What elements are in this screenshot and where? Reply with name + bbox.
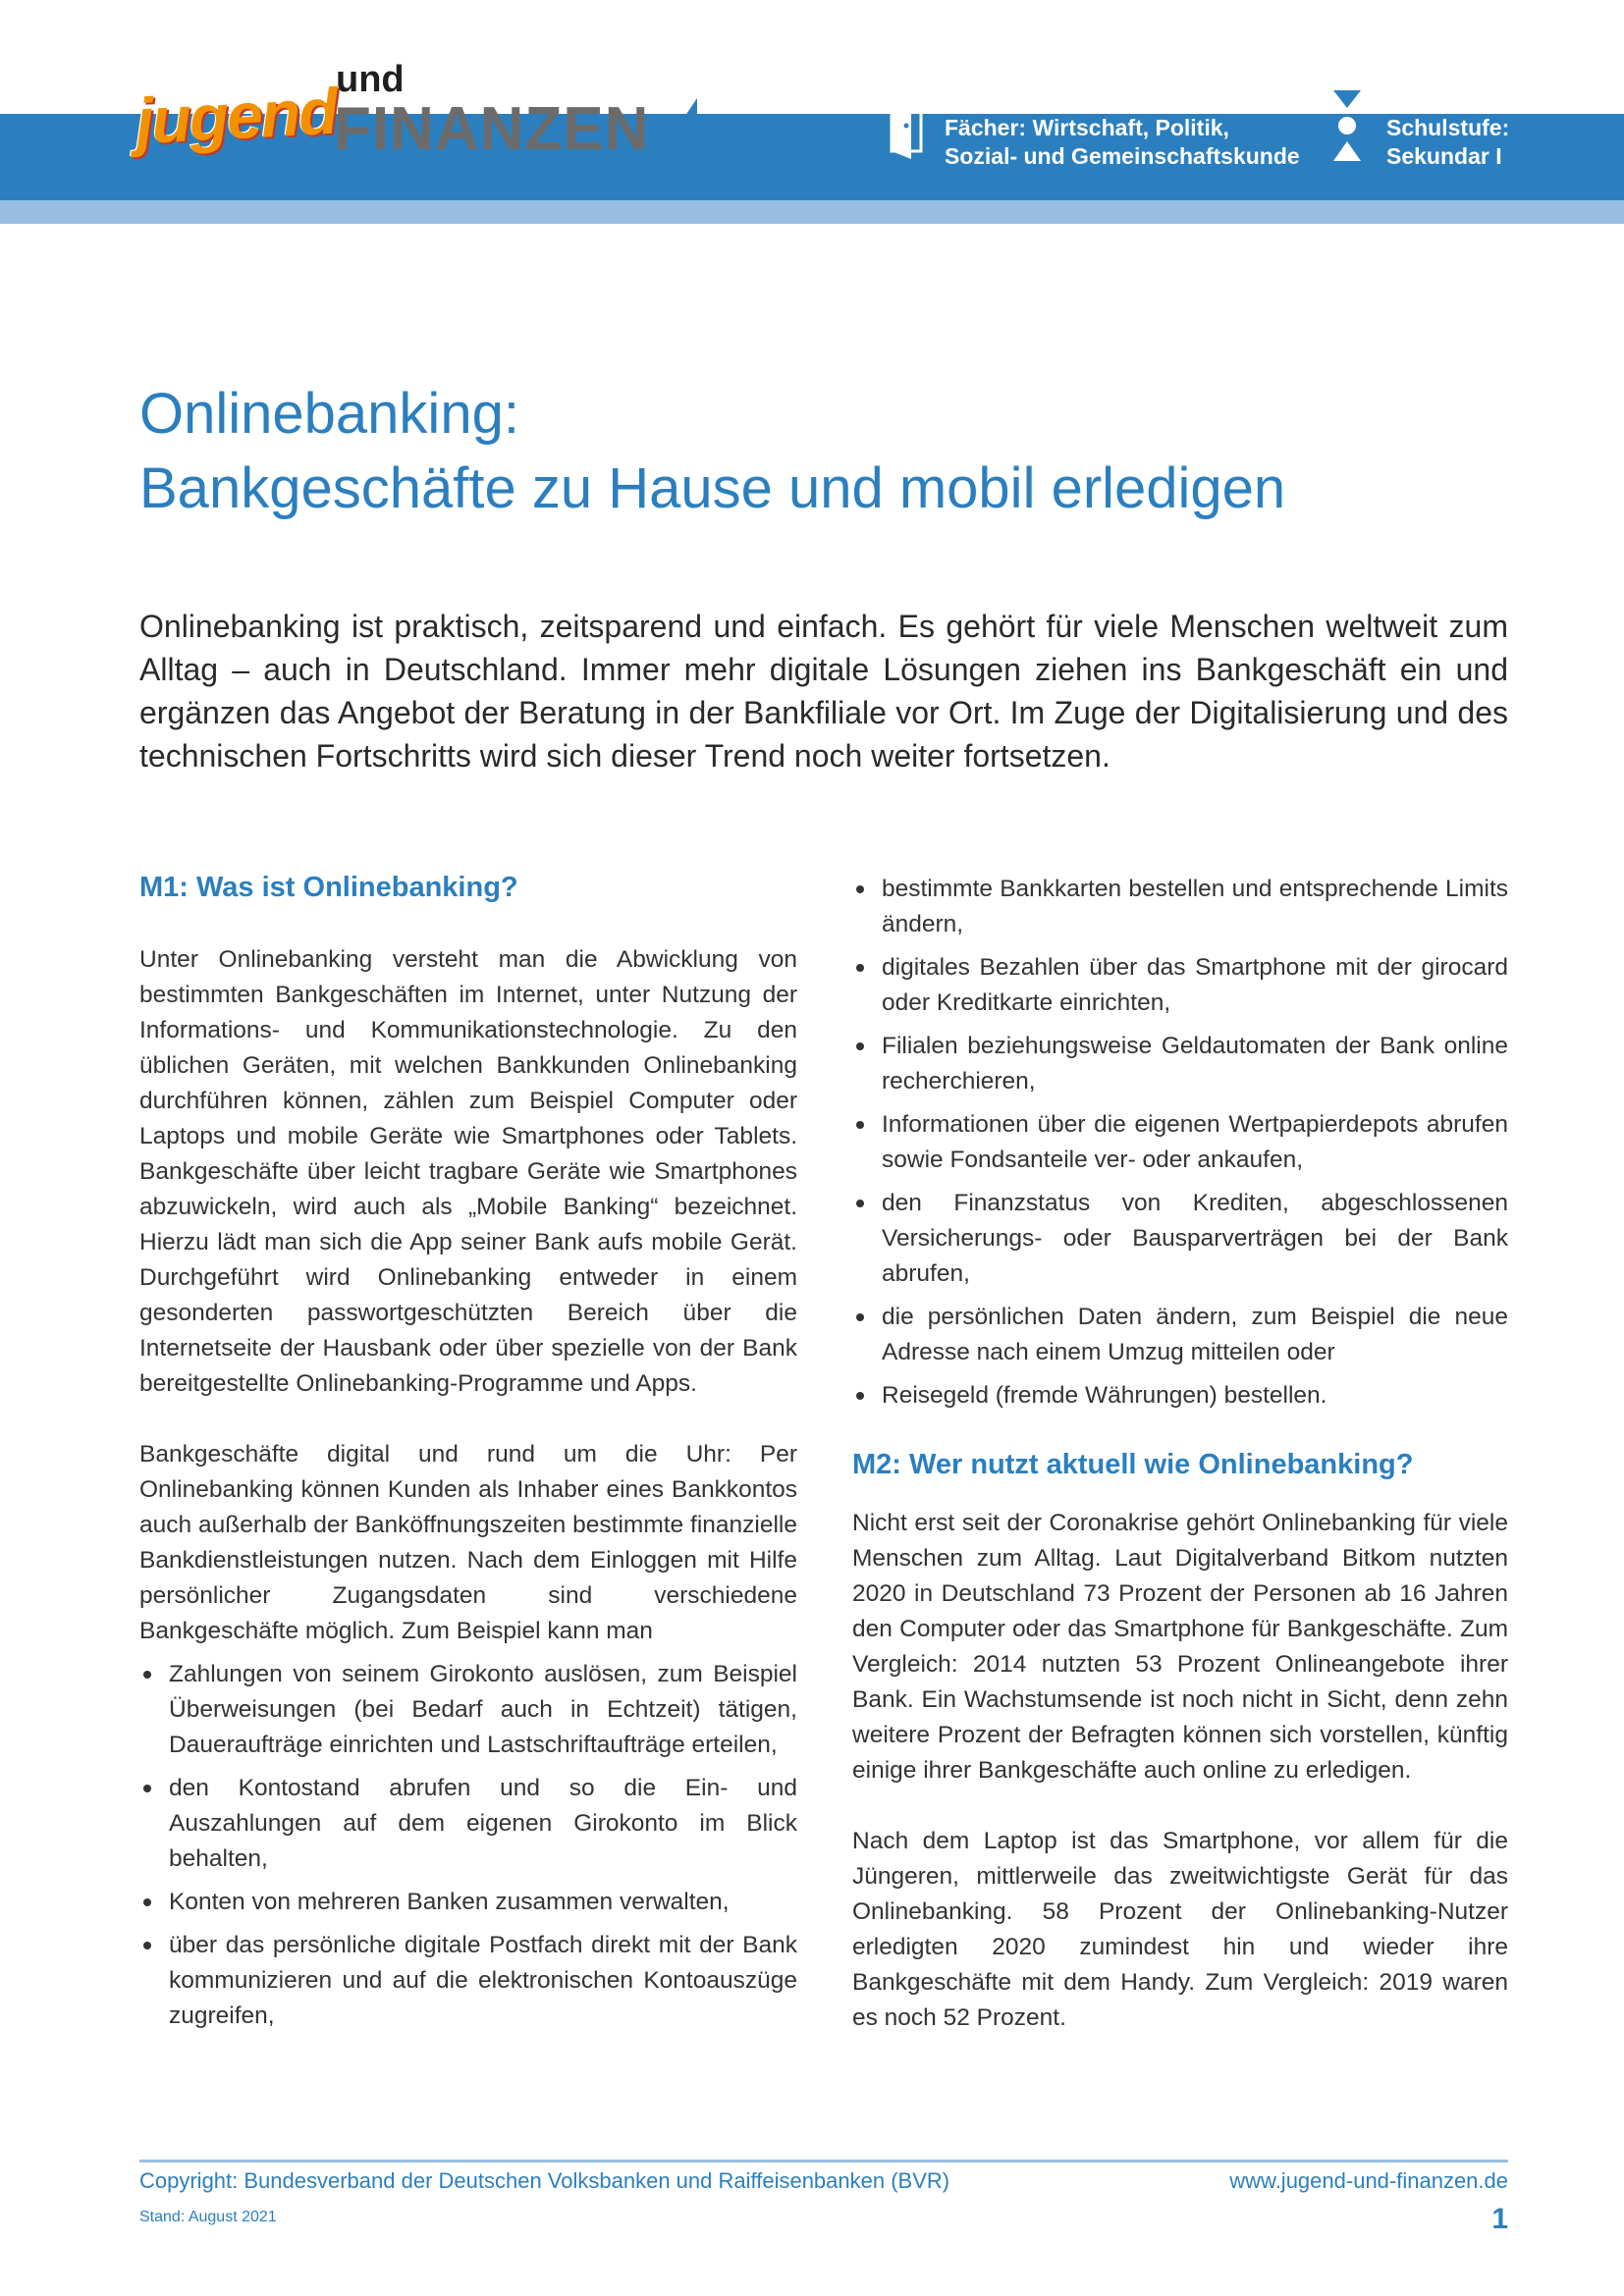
- list-item: über das persönliche digitale Postfach direkt mit der Bank kommunizieren und auf die elektronischen Kontoauszüge zugreifen,: [139, 1928, 797, 2034]
- header-stripe: [0, 200, 1624, 224]
- logo-finanzen: FINANZEN: [334, 95, 650, 163]
- school-level-label: Schulstufe:: [1386, 115, 1510, 140]
- left-column: [139, 868, 797, 2042]
- list-item: digitales Bezahlen über das Smartphone mit der girocard oder Kreditkarte einrichten,: [852, 950, 1508, 1021]
- list-item: Filialen beziehungsweise Geldautomaten der Bank online recherchieren,: [852, 1029, 1508, 1099]
- list-item: Informationen über die eigenen Wertpapierdepots abrufen sowie Fondsanteile ver- oder ankaufen,: [852, 1107, 1508, 1178]
- page-number: 1: [1491, 2203, 1508, 2235]
- list-item: den Finanzstatus von Krediten, abgeschlossenen Versicherungs- oder Bausparverträgen bei der Bank abrufen,: [852, 1186, 1508, 1292]
- m1-paragraph-1: Unter Onlinebanking versteht man die Abwicklung von bestimmten Bankgeschäften im Internet, unter Nutzung der Informations- und Kommunikationstechnologie. Zu den üblichen Geräten, mit welchen Bankkunden Onlinebanking durchführen können, zählen zum Beispiel Computer oder Laptops und mobile Geräte wie Smartphones oder Tablets. Bankgeschäfte über leicht tragbare Geräte wie Smartphones abzuwickeln, wird auch als „Mobile Banking“ bezeichnet. Hierzu lädt man sich die App seiner Bank aufs mobile Gerät. Durchgeführt wird Onlinebanking entweder in einem gesonderten passwortgeschützten Bereich über die Internetseite der Hausbank oder über spezielle von der Bank bereitgestellte Onlinebanking-Programme und Apps.: [139, 946, 797, 1397]
- footer-website-link[interactable]: www.jugend-und-finanzen.de: [1229, 2168, 1508, 2193]
- m1-paragraph-2: Bankgeschäfte digital und rund um die Uhr: Per Onlinebanking können Kunden als Inhaber eines Bankkontos auch außerhalb der Banköffnungszeiten bestimmte finanzielle Bankdienstleistungen nutzen. Nach dem Einloggen mit Hilfe persönlicher Zugangsdaten sind verschiedene Bankgeschäfte möglich. Zum Beispiel kann man: [139, 1441, 797, 1644]
- page-title: [139, 377, 1494, 526]
- list-item: die persönlichen Daten ändern, zum Beispiel die neue Adresse nach einem Umzug mitteilen oder: [852, 1300, 1508, 1370]
- list-item: den Kontostand abrufen und so die Ein- und Auszahlungen auf dem eigenen Girokonto im Blick behalten,: [139, 1771, 797, 1877]
- subjects-label: [945, 114, 1300, 171]
- right-column: [852, 872, 1508, 2036]
- logo-jugend: jugend: [134, 74, 339, 158]
- m2-heading: M2: Wer nutzt aktuell wie Onlinebanking?: [852, 1449, 1414, 1480]
- school-level-icon: [1329, 86, 1365, 165]
- subjects-line-2: Sozial- und Gemeinschaftskunde: [945, 143, 1300, 169]
- m1-bullet-list-right: [852, 872, 1508, 1414]
- school-level: [1386, 114, 1509, 171]
- list-item: Zahlungen von seinem Girokonto auslösen, zum Beispiel Überweisungen (bei Bedarf auch in Echtzeit) tätigen, Daueraufträge einrichten und Lastschriftaufträge erteilen,: [139, 1657, 797, 1763]
- subjects-line-1: Fächer: Wirtschaft, Politik,: [945, 115, 1229, 140]
- title-line-1: Onlinebanking:: [139, 382, 519, 446]
- footer-date: Stand: August 2021: [139, 2209, 277, 2225]
- footer-divider: [139, 2160, 1508, 2163]
- m1-bullet-list-left: [139, 1657, 797, 2034]
- footer-copyright: Copyright: Bundesverband der Deutschen Volksbanken und Raiffeisenbanken (BVR): [139, 2168, 950, 2193]
- school-level-value: Sekundar I: [1386, 143, 1502, 169]
- title-line-2: Bankgeschäfte zu Hause und mobil erledigen: [139, 456, 1286, 520]
- m2-paragraph-2: Nach dem Laptop ist das Smartphone, vor allem für die Jüngeren, mittlerweile das zweitwichtigste Gerät für das Onlinebanking. 58 Prozent der Onlinebanking-Nutzer erledigten 2020 zumindest hin und wieder ihre Bankgeschäfte mit dem Handy. Zum Vergleich: 2019 waren es noch 52 Prozent.: [852, 1828, 1508, 2031]
- door-icon: [888, 84, 927, 163]
- list-item: bestimmte Bankkarten bestellen und entsprechende Limits ändern,: [852, 872, 1508, 942]
- m2-paragraph-1: Nicht erst seit der Coronakrise gehört Onlinebanking für viele Menschen zum Alltag. Laut Digitalverband Bitkom nutzten 2020 in Deutschland 73 Prozent der Personen ab 16 Jahren den Computer oder das Smartphone für Bankgeschäfte. Zum Vergleich: 2014 nutzten 53 Prozent Onlineangebote ihrer Bank. Ein Wachstumsende ist noch nicht in Sicht, denn zehn weitere Prozent der Befragten können sich vorstellen, künftig einige ihrer Bankgeschäfte auch online zu erledigen.: [852, 1510, 1508, 1784]
- logo-und: und: [336, 59, 405, 100]
- list-item: Reisegeld (fremde Währungen) bestellen.: [852, 1378, 1508, 1414]
- m1-heading: M1: Was ist Onlinebanking?: [139, 872, 518, 903]
- list-item: Konten von mehreren Banken zusammen verwalten,: [139, 1885, 797, 1920]
- intro-paragraph: Onlinebanking ist praktisch, zeitsparend und einfach. Es gehört für viele Menschen weltweit zum Alltag – auch in Deutschland. Immer mehr digitale Lösungen ziehen ins Bankgeschäft ein und ergänzen das Angebot der Beratung in der Bankfiliale vor Ort. Im Zuge der Digitalisierung und des technischen Fortschritts wird sich dieser Trend noch weiter fortsetzen.: [139, 609, 1508, 774]
